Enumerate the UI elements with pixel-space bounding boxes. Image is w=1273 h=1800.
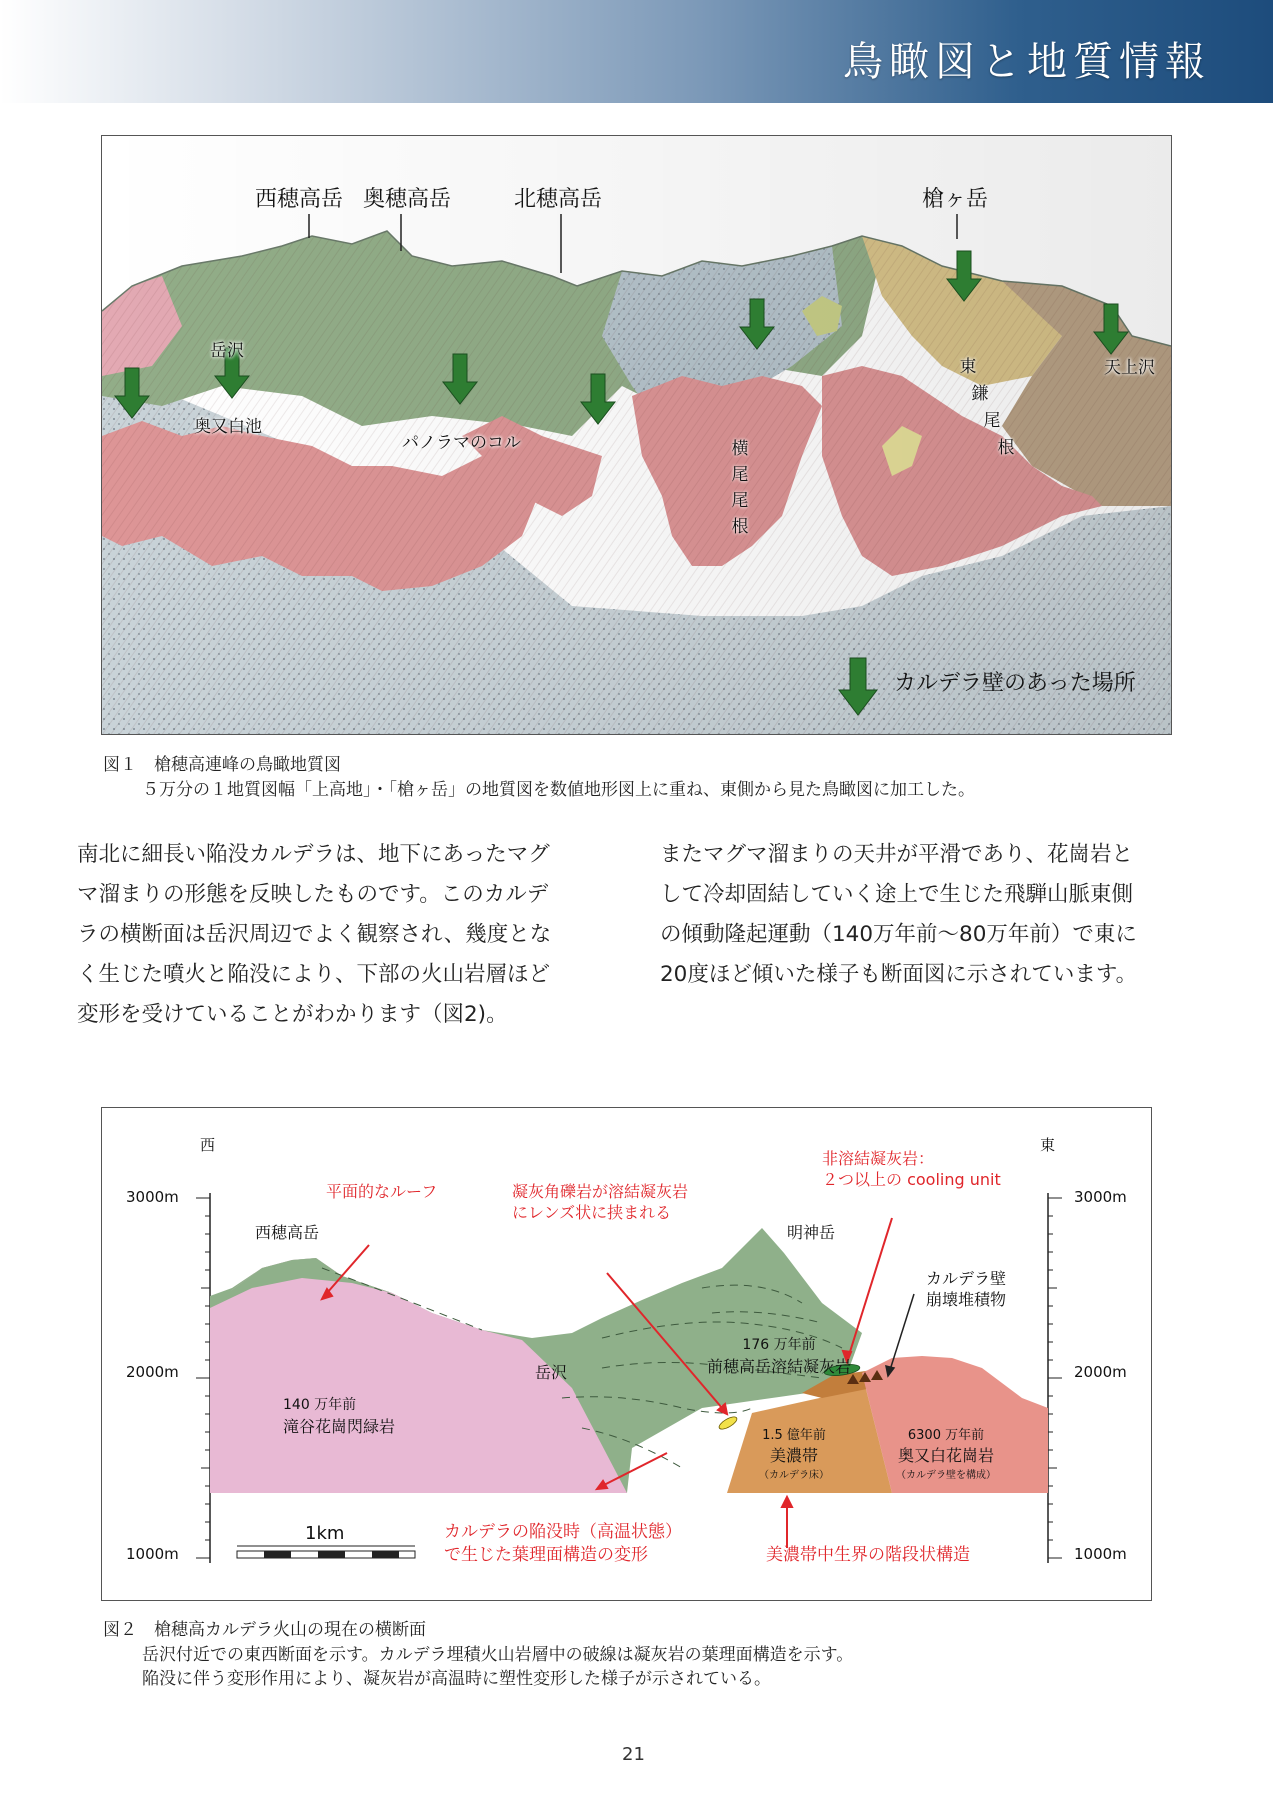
- ridge-char: 横: [731, 439, 749, 459]
- unit-diorite: [283, 1394, 395, 1437]
- unit-age: 6300 万年前: [907, 1428, 985, 1443]
- y-label-left: 2000m: [126, 1363, 179, 1381]
- body-line: 変形を受けていることがわかります（図2)。: [77, 1002, 508, 1027]
- peak-label-myojin: 明神岳: [787, 1223, 836, 1242]
- body-line: ラの横断面は岳沢周辺でよく観察され、幾度とな: [77, 922, 552, 947]
- unit-name: 前穂高岳溶結凝灰岩: [707, 1357, 852, 1376]
- legend-arrow-icon: [839, 658, 877, 715]
- annotation-staircase: 美濃帯中生界の階段状構造: [766, 1545, 970, 1565]
- figure-1-caption-text: ５万分の１地質図幅「上高地」・「槍ヶ岳」の地質図を数値地形図上に重ね、東側から見た鳥瞰図に加工した。: [142, 780, 975, 800]
- unit-age: 140 万年前: [283, 1397, 357, 1413]
- green-arrow-icon: [115, 368, 149, 418]
- figure-2-cross-section: [101, 1107, 1152, 1601]
- legend-label: カルデラ壁のあった場所: [894, 671, 1136, 696]
- ridge-char: 尾: [731, 465, 749, 485]
- scale-label: 1km: [305, 1523, 345, 1544]
- unit-age: 1.5 億年前: [762, 1428, 826, 1443]
- figure-1-birdseye-map: [101, 135, 1172, 735]
- y-label-left: 3000m: [126, 1188, 179, 1206]
- body-line: 南北に細長い陥没カルデラは、地下にあったマグ: [77, 842, 550, 867]
- body-line: く生じた噴火と陥没により、下部の火山岩層ほど: [77, 962, 551, 987]
- place-label-dakesawa: 岳沢: [535, 1363, 568, 1382]
- header-title: 鳥瞰図と地質情報: [843, 39, 1211, 85]
- peak-label-yari: 槍ヶ岳: [922, 187, 989, 212]
- green-arrow-icon: [443, 354, 477, 404]
- page-number: 21: [622, 1744, 645, 1765]
- axis-label-east: 東: [1040, 1136, 1056, 1154]
- annotation-line: ２つ以上の cooling unit: [822, 1170, 1001, 1189]
- unit-note: （カルデラ壁を構成）: [896, 1470, 996, 1481]
- peak-label-okuho: 奥穂高岳: [363, 187, 452, 212]
- unit-age: 176 万年前: [742, 1337, 816, 1353]
- body-line: 20度ほど傾いた様子も断面図に示されています。: [660, 962, 1138, 987]
- y-label-right: 2000m: [1074, 1363, 1127, 1381]
- annotation-line: にレンズ状に挟まれる: [512, 1203, 672, 1222]
- green-arrow-icon: [947, 251, 981, 301]
- body-line: またマグマ溜まりの天井が平滑であり、花崗岩と: [660, 842, 1134, 867]
- annotation-line: 非溶結凝灰岩：: [822, 1149, 935, 1168]
- body-left-column: [77, 835, 637, 1035]
- annotation-line: 崩壊堆積物: [926, 1290, 1007, 1309]
- ridge-char: 根: [731, 517, 749, 537]
- peak-label-nishiho: 西穂高岳: [255, 187, 344, 212]
- unit-name: 美濃帯: [769, 1446, 818, 1465]
- annotation-line: カルデラの陥没時（高温状態）: [444, 1522, 682, 1542]
- annotation-line: カルデラ壁: [926, 1269, 1007, 1288]
- place-label-dakesawa: 岳沢: [210, 341, 244, 361]
- y-label-left: 1000m: [126, 1545, 179, 1563]
- place-label-tenjo-sawa: 天上沢: [1104, 358, 1155, 378]
- peak-label-kitaho: 北穂高岳: [514, 187, 603, 212]
- ridge-char: 東: [959, 357, 977, 377]
- peak-label-nishiho: 西穂高岳: [255, 1223, 320, 1242]
- ridge-char: 鎌: [971, 384, 989, 404]
- place-label-okumata-pond: 奥又白池: [194, 417, 262, 437]
- body-line: して冷却固結していく途上で生じた飛騨山脈東側: [660, 882, 1134, 907]
- ridge-label-yokoo: [729, 436, 751, 540]
- annotation-lens: [512, 1181, 688, 1223]
- ridge-char: 根: [997, 438, 1015, 458]
- unit-okumata: [896, 1424, 996, 1481]
- green-arrow-icon: [581, 374, 615, 424]
- annotation-flat-roof: 平面的なルーフ: [326, 1182, 438, 1201]
- figure-1-caption-title: 図１ 槍穂高連峰の鳥瞰地質図: [103, 755, 341, 775]
- body-line: の傾動隆起運動（140万年前〜80万年前）で東に: [660, 922, 1137, 947]
- annotation-line: で生じた葉理面構造の変形: [444, 1545, 648, 1565]
- green-arrow-icon: [740, 299, 774, 349]
- annotation-line: 凝灰角礫岩が溶結凝灰岩: [512, 1182, 689, 1201]
- figure-2-caption-line: 岳沢付近での東西断面を示す。カルデラ埋積火山岩層中の破線は凝灰岩の葉理面構造を示す。: [142, 1645, 854, 1665]
- annotation-deformation: [444, 1521, 682, 1567]
- green-arrow-icon: [1094, 304, 1128, 354]
- ridge-char: 尾: [983, 411, 1001, 431]
- place-label-panorama-col: パノラマのコル: [402, 433, 521, 453]
- y-label-right: 1000m: [1074, 1545, 1127, 1563]
- page-header: [0, 0, 1273, 103]
- unit-name: 滝谷花崗閃緑岩: [283, 1417, 396, 1436]
- unit-name: 奥又白花崗岩: [897, 1446, 994, 1465]
- annotation-nonwelded: [822, 1148, 1001, 1190]
- figure-2-caption-title: 図２ 槍穂高カルデラ火山の現在の横断面: [103, 1620, 426, 1640]
- unit-mino: [759, 1424, 829, 1481]
- figure-2-caption-line: 陥没に伴う変形作用により、凝灰岩が高温時に塑性変形した様子が示されている。: [142, 1669, 771, 1689]
- unit-note: （カルデラ床）: [759, 1470, 829, 1481]
- ridge-char: 尾: [731, 491, 749, 511]
- body-line: マ溜まりの形態を反映したものです。このカルデ: [77, 882, 549, 907]
- annotation-caldera-debris: [926, 1268, 1006, 1310]
- axis-label-west: 西: [200, 1136, 216, 1154]
- unit-tuff: [707, 1334, 851, 1377]
- body-right-column: [660, 835, 1220, 995]
- y-label-right: 3000m: [1074, 1188, 1127, 1206]
